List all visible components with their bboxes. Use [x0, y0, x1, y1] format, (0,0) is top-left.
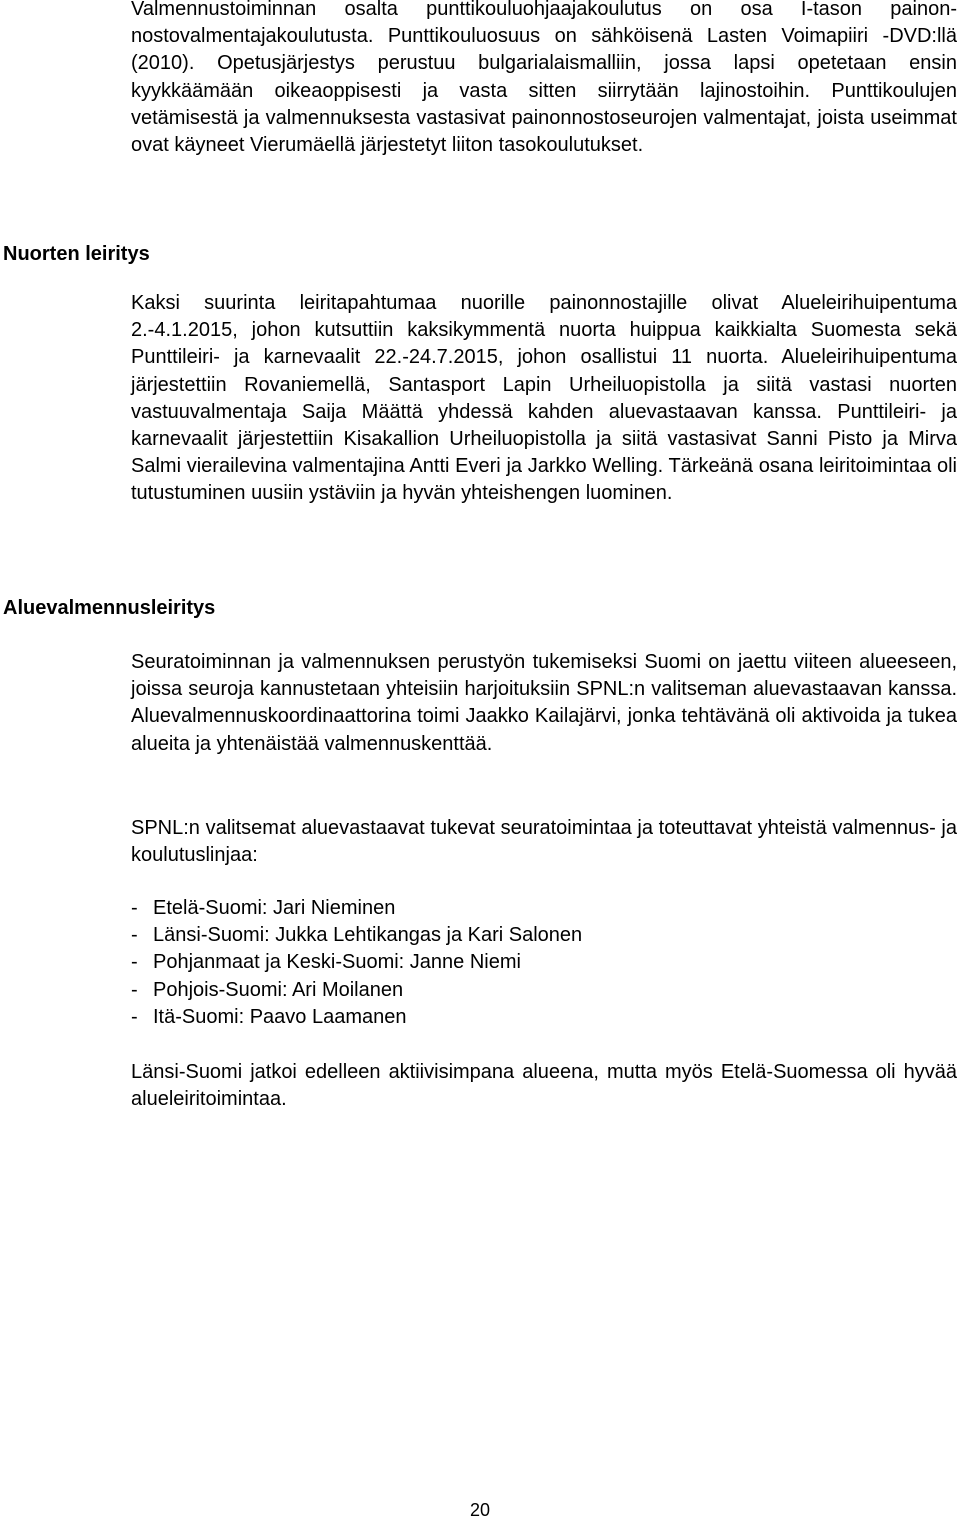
list-item: [131, 922, 582, 949]
list-item-text: Pohjois-Suomi: Ari Moilanen: [153, 978, 404, 1001]
section-heading-aluevalmennusleiritys: Aluevalmennusleiritys: [3, 597, 216, 619]
nuorten-leiritys-paragraph: Kaksi suurinta leiritapahtumaa nuorille painonnostajille olivat Alueleirihuipentuma 2.-4.1.2015, johon kutsuttiin kaksikymmentä nuorta huippua kaikkialta Suomesta sekä Punttileiri- ja karnevaalit 22.-24.7.2015, johon osallistui 11 nuorta. Alueleirihuipentuma järjestettiin Rovaniemellä, Santasport Lapin Urheiluopistolla ja siitä vastasi nuorten vastuuvalmentaja Saija Määttä yhdessä kahden aluevastaavan kanssa. Punttileiri- ja karnevaalit järjestettiin Kisakallion Urheiluopistolla ja siitä vastasivat Sanni Pisto ja Mirva Salmi vierailevina valmentajina Antti Everi ja Jarkko Welling. Tärkeänä osana leiritoimintaa oli tutustuminen uusiin ystäviin ja hyvän yhteishengen luominen.: [131, 292, 957, 505]
list-item-text: Pohjanmaat ja Keski-Suomi: Janne Niemi: [153, 951, 521, 974]
closing-paragraph: Länsi-Suomi jatkoi edelleen aktiivisimpana alueena, mutta myös Etelä-Suomessa oli hyvää alueleiritoimintaa.: [131, 1061, 957, 1111]
list-dash: -: [131, 951, 138, 974]
list-item-text: Länsi-Suomi: Jukka Lehtikangas ja Kari Salonen: [153, 924, 583, 947]
list-item-text: Etelä-Suomi: Jari Nieminen: [153, 897, 396, 919]
section-heading-nuorten-leiritys: Nuorten leiritys: [3, 243, 150, 265]
aluevastaavat-list: [131, 895, 582, 1031]
list-dash: -: [131, 924, 138, 947]
list-dash: -: [131, 897, 138, 919]
list-dash: -: [131, 978, 138, 1001]
page-number: 20: [469, 1500, 491, 1520]
list-item: [131, 949, 582, 976]
list-item: [131, 895, 582, 922]
intro-paragraph: Valmennustoiminnan osalta punttikouluohjaajakoulutus on osa I-tason painonnostovalmentajakoulutusta. Punttikouluosuus on sähköisenä Lasten Voimapiiri -DVD:llä (2010). Opetusjärjestys perustuu bulgarialaismalliin, jossa lapsi opetetaan ensin kyykkäämään oikeaoppisesti ja vasta sitten siirrytään lajinostoihin. Punttikoulujen vetämisestä ja valmennuksesta vastasivat painonnostoseurojen valmentajat, joista useimmat ovat käyneet Vierumäellä järjestetyt liiton tasokoulutukset.: [131, 0, 957, 157]
list-item: [131, 1004, 582, 1031]
list-item-text: Itä-Suomi: Paavo Laamanen: [153, 1005, 407, 1028]
aluevalmennus-intro-paragraph: Seuratoiminnan ja valmennuksen perustyön tukemiseksi Suomi on jaettu viiteen alueeseen, joissa seuroja kannustetaan yhteisiin harjoituksiin SPNL:n valitseman aluevastaavan kanssa. Aluevalmennuskoordinaattorina toimi Jaakko Kailajärvi, jonka tehtävänä oli aktivoida ja tukea alueita ja yhtenäistää valmennuskenttää.: [131, 651, 957, 755]
list-item: [131, 977, 582, 1004]
list-dash: -: [131, 1005, 138, 1028]
aluevastaavat-paragraph: SPNL:n valitsemat aluevastaavat tukevat seuratoimintaa ja toteuttavat yhteistä valmennus- ja koulutuslinjaa:: [131, 817, 957, 867]
